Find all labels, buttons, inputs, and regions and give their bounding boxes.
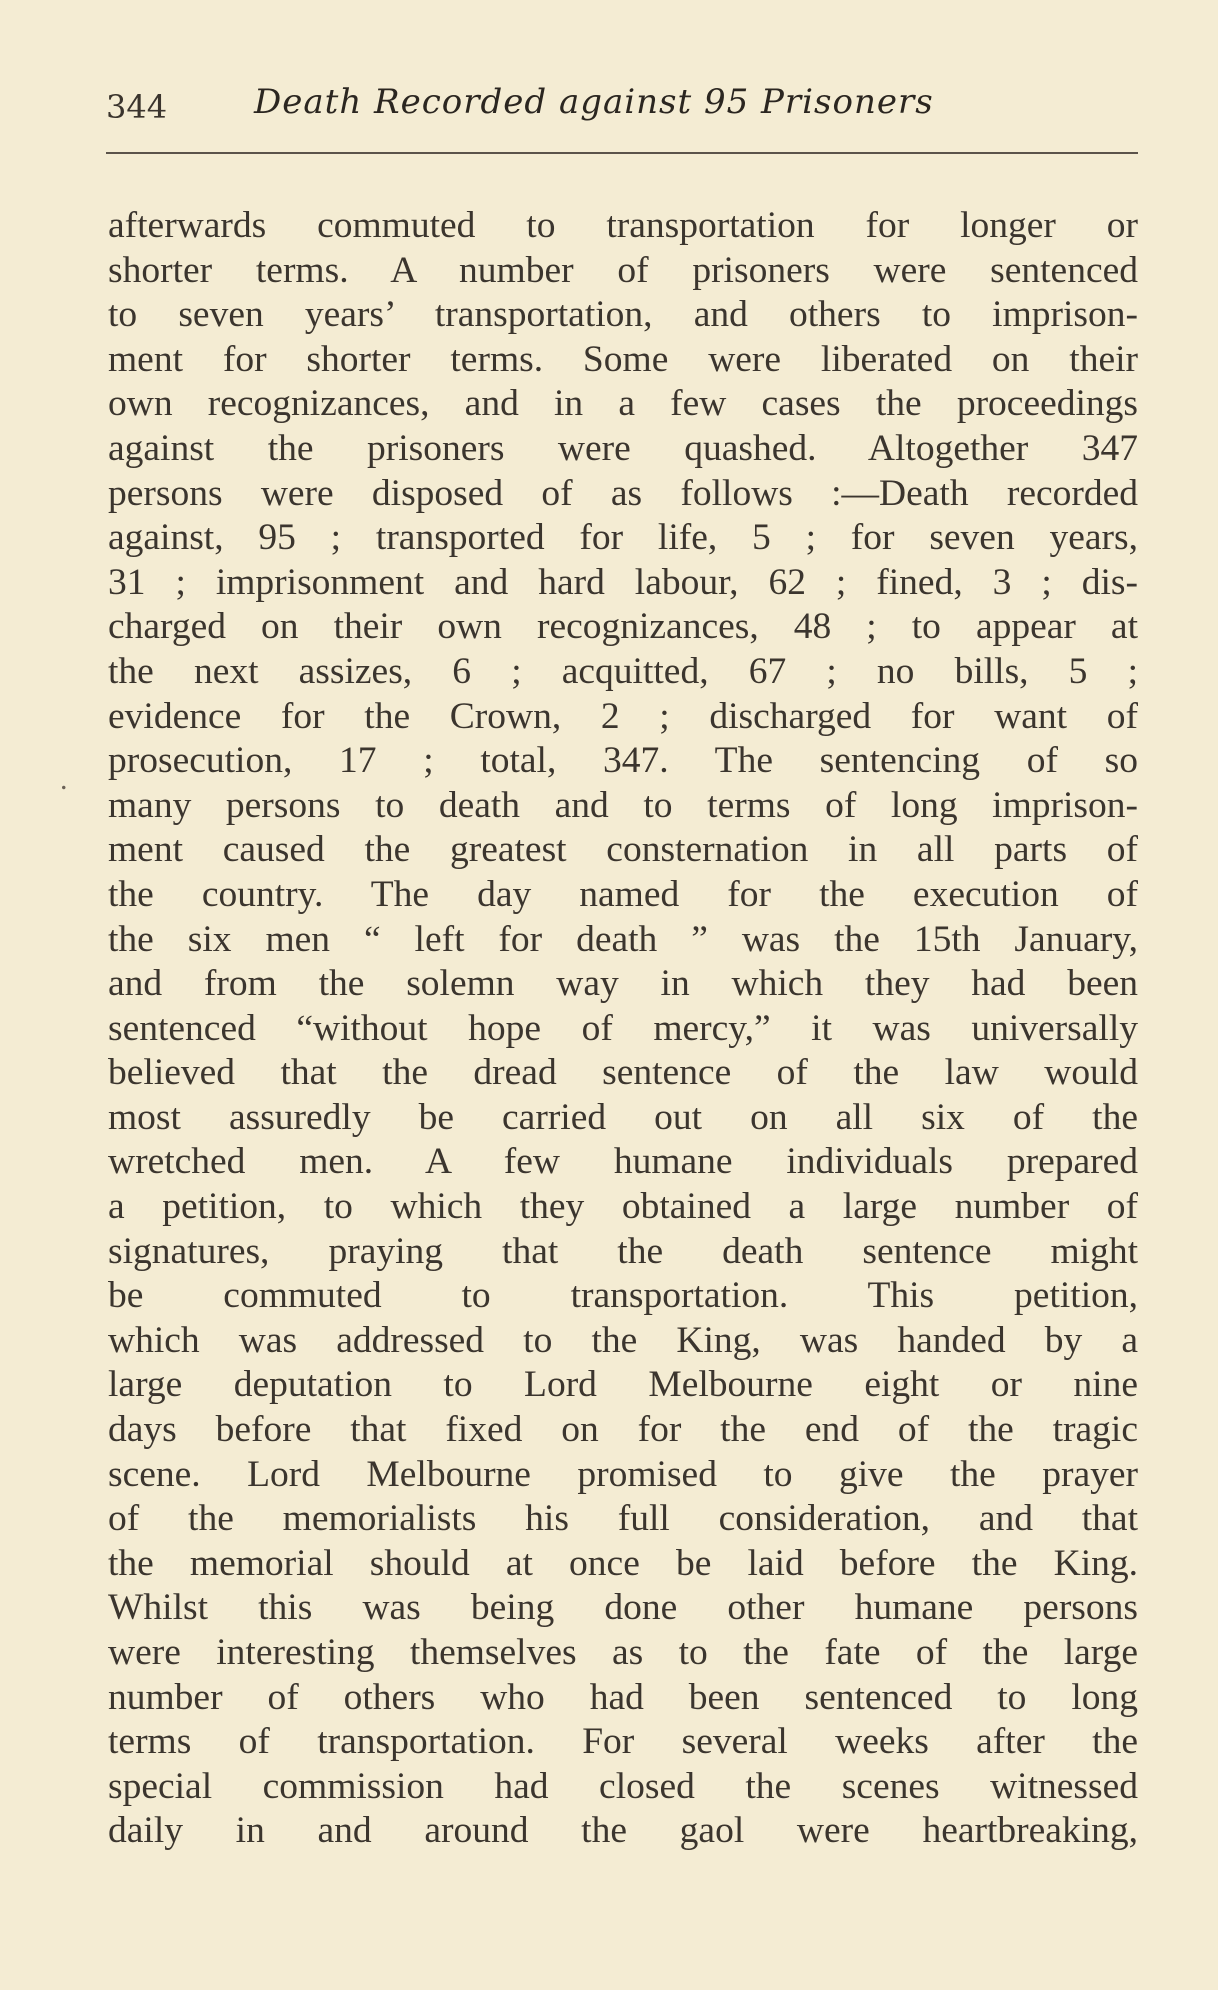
- text-line: were interesting themselves as to the fate of the large: [108, 1632, 1138, 1673]
- text-line: the next assizes, 6 ; acquitted, 67 ; no bills, 5 ;: [108, 650, 1138, 692]
- text-line: to seven years’ transportation, and others to imprison-: [108, 294, 1138, 336]
- text-line: special commission had closed the scenes witnessed: [108, 1765, 1138, 1807]
- text-line: many persons to death and to terms of long imprison-: [108, 784, 1138, 826]
- running-head: [106, 78, 1138, 142]
- text-line: persons were disposed of as follows :—Death recorded: [108, 472, 1138, 514]
- text-line: signatures, praying that the death sentence might: [108, 1230, 1138, 1272]
- text-line: evidence for the Crown, 2 ; discharged for want of: [108, 695, 1138, 737]
- text-line: sentenced “without hope of mercy,” it was universally: [108, 1007, 1138, 1049]
- text-line: the memorial should at once be laid before the King.: [108, 1542, 1138, 1584]
- text-line: charged on their own recognizances, 48 ; to appear at: [108, 606, 1138, 648]
- text-line: ment caused the greatest consternation in all parts of: [108, 829, 1138, 871]
- text-line: the six men “ left for death ” was the 15th January,: [108, 918, 1138, 960]
- body-text: [108, 204, 1138, 1854]
- text-line: prosecution, 17 ; total, 347. The sentencing of so: [108, 740, 1138, 782]
- margin-mark: .: [60, 763, 68, 796]
- text-line: large deputation to Lord Melbourne eight or nine: [108, 1364, 1138, 1406]
- text-line: afterwards commuted to transportation for longer or: [108, 205, 1138, 246]
- text-line: days before that fixed on for the end of the tragic: [108, 1409, 1138, 1451]
- text-line: Whilst this was being done other humane persons: [108, 1587, 1138, 1629]
- page-number: 344: [106, 88, 168, 126]
- text-line: shorter terms. A number of prisoners were sentenced: [108, 249, 1138, 291]
- text-line: of the memorialists his full consideration, and that: [108, 1498, 1138, 1540]
- text-line: 31 ; imprisonment and hard labour, 62 ; fined, 3 ; dis-: [108, 561, 1138, 603]
- text-line: ment for shorter terms. Some were liberated on their: [108, 338, 1138, 380]
- header-rule: [106, 152, 1138, 154]
- text-line: most assuredly be carried out on all six of the: [108, 1096, 1138, 1138]
- text-line: against the prisoners were quashed. Altogether 347: [108, 427, 1138, 469]
- text-line: own recognizances, and in a few cases the proceedings: [108, 383, 1138, 425]
- text-line: the country. The day named for the execution of: [108, 873, 1138, 915]
- text-line: a petition, to which they obtained a large number of: [108, 1186, 1138, 1228]
- text-line: against, 95 ; transported for life, 5 ; for seven years,: [108, 517, 1138, 559]
- text-line: daily in and around the gaol were heartbreaking,: [108, 1810, 1138, 1852]
- text-line: number of others who had been sentenced to long: [108, 1676, 1138, 1718]
- running-title: Death Recorded against 95 Prisoners: [254, 82, 934, 122]
- text-line: scene. Lord Melbourne promised to give the prayer: [108, 1453, 1138, 1495]
- text-line: which was addressed to the King, was handed by a: [108, 1319, 1138, 1361]
- text-line: and from the solemn way in which they had been: [108, 963, 1138, 1005]
- text-line: wretched men. A few humane individuals prepared: [108, 1141, 1138, 1183]
- text-line: believed that the dread sentence of the law would: [108, 1052, 1138, 1094]
- text-line: terms of transportation. For several weeks after the: [108, 1721, 1138, 1763]
- text-line: be commuted to transportation. This petition,: [108, 1275, 1138, 1317]
